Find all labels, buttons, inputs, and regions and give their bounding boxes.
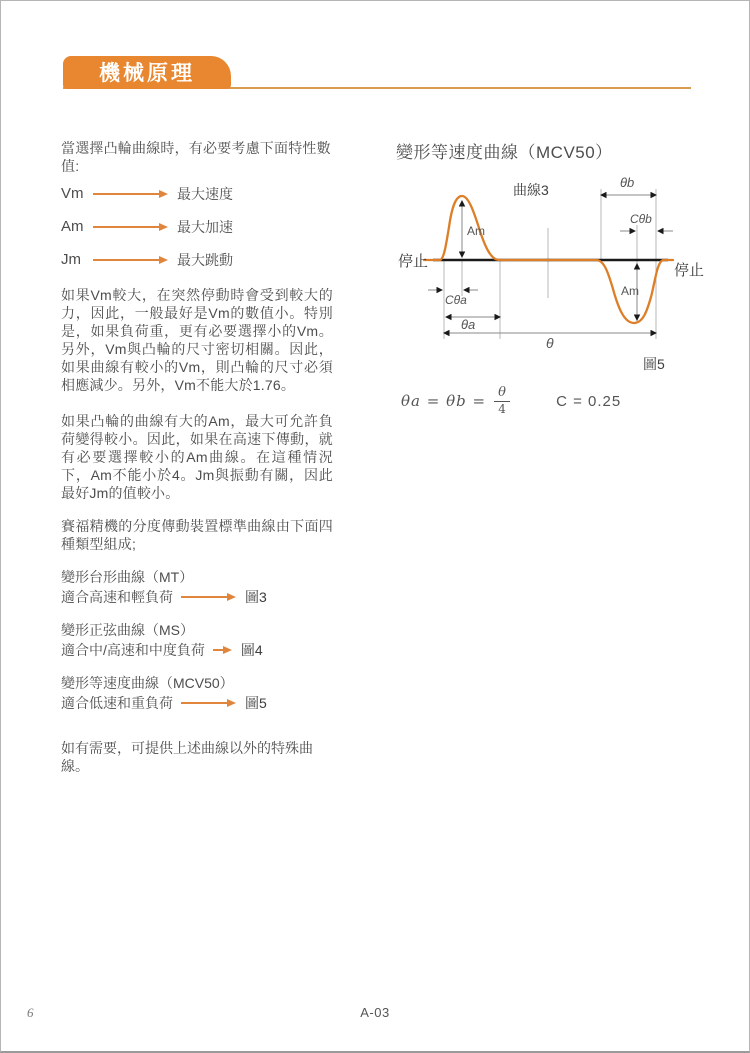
right-arrow-icon — [181, 592, 236, 602]
param-label: 最大加速 — [177, 218, 233, 235]
theta-a-label: θa — [461, 317, 476, 332]
figure-title: 變形等速度曲線（MCV50） — [396, 143, 613, 162]
list-item — [61, 177, 333, 210]
figure5-label: 圖5 — [643, 356, 665, 372]
curve3-label: 曲線3 — [513, 182, 549, 198]
list-item — [61, 621, 333, 661]
section-title: 機械原理 — [99, 61, 195, 85]
intro-text: 當選擇凸輪曲線時，有必要考慮下面特性數值: — [61, 140, 331, 174]
curve-name: 變形正弦曲線（MS） — [61, 622, 194, 638]
fraction-denominator: 4 — [498, 402, 506, 416]
curve-desc: 適合高速和輕負荷 — [61, 589, 173, 605]
list-item — [61, 674, 333, 714]
right-arrow-icon — [213, 645, 232, 655]
theta-formula — [396, 386, 726, 416]
right-arrow-icon — [93, 189, 168, 199]
stop-label-left: 停止 — [398, 253, 429, 270]
theta-label: θ — [546, 335, 554, 351]
parameter-list — [61, 177, 333, 276]
curve-desc: 適合低速和重負荷 — [61, 695, 173, 711]
param-symbol: Vm — [61, 184, 84, 202]
curve-name: 變形台形曲線（MT） — [61, 569, 194, 585]
param-label: 最大跳動 — [177, 251, 233, 268]
figure-ref: 圖3 — [245, 589, 267, 605]
curve-type-list — [61, 568, 333, 714]
theta-b-label: θb — [620, 175, 635, 190]
stop-label-right: 停止 — [674, 262, 705, 279]
paragraph-vm: 如果Vm較大，在突然停動時會受到較大的力，因此，一般最好是Vm的數值小。特別是，如果負荷重，更有必要選擇小的Vm。另外，Vm與凸輪的尺寸密切相關。因此，如果曲線有較小的Vm，則凸輪的尺寸必須相應減少。另外，Vm不能大於1.76。 — [61, 287, 333, 393]
c-theta-b-label: Cθb — [630, 212, 652, 226]
right-arrow-icon — [93, 255, 168, 265]
note-text: 如有需要，可提供上述曲線以外的特殊曲線。 — [61, 740, 313, 774]
formula-lhs: θa = θb = — [401, 392, 487, 410]
param-symbol: Jm — [61, 250, 81, 268]
paragraph-am-jm: 如果凸輪的曲線有大的Am，最大可允許負荷變得較小。因此，如果在高速下傳動，就有必要選擇較小的Am曲線。在這種情況下，Am不能小於4。Jm與振動有關，因此最好Jm的值較小。 — [61, 413, 333, 501]
am-label-decel: Am — [621, 284, 639, 298]
document-code: A-03 — [360, 1005, 390, 1020]
formula-constant: C = 0.25 — [556, 392, 622, 410]
page-number: 6 — [27, 1005, 34, 1020]
right-column — [396, 138, 726, 416]
paragraph-curve-types: 賽福精機的分度傳動裝置標準曲線由下面四種類型組成; — [61, 518, 333, 552]
section-header-tab — [63, 56, 231, 89]
am-label-accel: Am — [467, 224, 485, 238]
list-item — [61, 568, 333, 608]
figure-ref: 圖4 — [240, 642, 263, 658]
right-arrow-icon — [181, 698, 236, 708]
left-column — [61, 139, 333, 775]
curve-name: 變形等速度曲線（MCV50） — [61, 675, 234, 691]
list-item — [61, 243, 333, 276]
figure-ref: 圖5 — [245, 695, 267, 711]
list-item — [61, 210, 333, 243]
formula-fraction — [494, 386, 510, 416]
param-label: 最大速度 — [177, 185, 233, 202]
mcv50-velocity-diagram — [396, 171, 726, 386]
param-symbol: Am — [61, 217, 84, 235]
c-theta-a-label: Cθa — [445, 293, 467, 307]
curve-desc: 適合中/高速和中度負荷 — [61, 642, 205, 658]
right-arrow-icon — [93, 222, 168, 232]
fraction-numerator: θ — [498, 385, 506, 400]
